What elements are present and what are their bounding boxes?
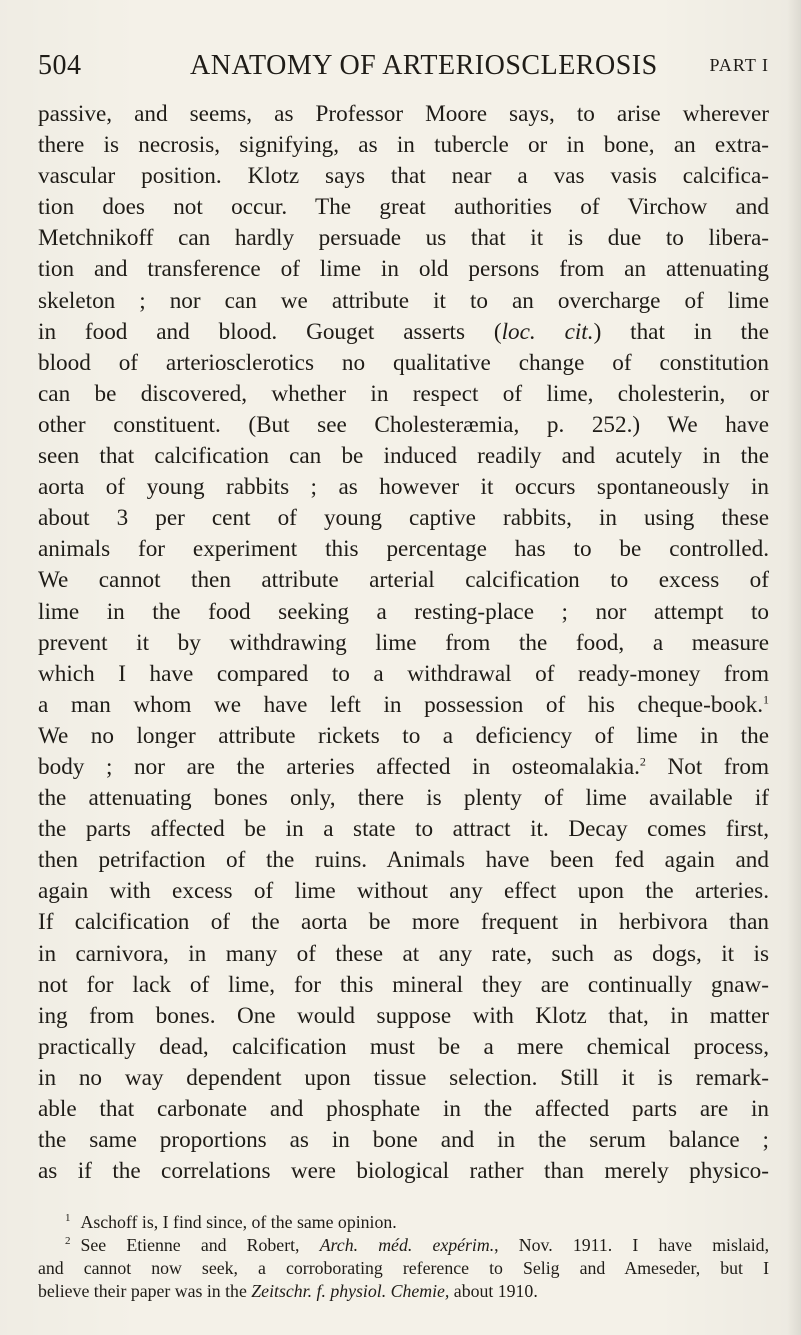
text-line: the attenuating bones only, there is plenty of lime available if	[38, 785, 769, 812]
text-line: the parts affected be in a state to attract it. Decay comes first,	[38, 816, 769, 843]
text-line: the same proportions as in bone and in the serum balance ;	[38, 1127, 769, 1154]
text-line: skeleton ; nor can we attribute it to an overcharge of lime	[38, 287, 769, 314]
footnote-2-line-1	[38, 1234, 769, 1257]
text-line: in no way dependent upon tissue selection. Still it is remark-	[38, 1064, 769, 1091]
text-line: ing from bones. One would suppose with Klotz that, in matter	[38, 1002, 769, 1029]
text-fragment: in food and blood. Gouget asserts (	[38, 318, 502, 345]
text-fragment: Not from	[645, 753, 769, 780]
text-line: blood of arteriosclerotics no qualitative change of constitution	[38, 349, 769, 376]
footnote-2-line-2: and cannot now seek, a corroborating reference to Selig and Ameseder, but I	[38, 1258, 769, 1278]
text-line: animals for experiment this percentage has to be controlled.	[38, 536, 769, 563]
text-line: We no longer attribute rickets to a deficiency of lime in the	[38, 722, 769, 749]
text-line: in carnivora, in many of these at any rate, such as dogs, it is	[38, 940, 769, 967]
text-line: vascular position. Klotz says that near a vas vasis calcifica-	[38, 163, 769, 190]
text-line: tion does not occur. The great authorities of Virchow and	[38, 194, 769, 221]
footnote-reference: 2	[639, 754, 646, 769]
text-line: passive, and seems, as Professor Moore says, to arise wherever	[38, 101, 769, 127]
text-line	[38, 690, 769, 721]
text-line: there is necrosis, signifying, as in tubercle or in bone, an extra-	[38, 132, 769, 159]
text-line	[38, 752, 769, 783]
italic-citation: loc. cit.	[501, 318, 594, 345]
footnote-text: See Etienne and Robert,	[80, 1235, 320, 1255]
text-line: which I have compared to a withdrawal of ready-money from	[38, 660, 769, 687]
text-line: can be discovered, whether in respect of lime, cholesterin, or	[38, 380, 769, 407]
text-line: again with excess of lime without any effect upon the arteries.	[38, 878, 769, 905]
footnote-marker: 2	[65, 1235, 71, 1248]
text-line: aorta of young rabbits ; as however it occurs spontaneously in	[38, 474, 769, 501]
footnotes	[38, 1211, 769, 1303]
text-fragment: a man whom we have left in possession of his cheque-book.	[38, 691, 763, 718]
italic-citation: Zeitschr. f. physiol. Chemie,	[251, 1281, 450, 1301]
footnote-text: about 1910.	[449, 1281, 538, 1301]
text-line: prevent it by withdrawing lime from the food, a measure	[38, 629, 769, 656]
footnote-marker: 1	[65, 1212, 71, 1225]
footnote-text: , Nov. 1911. I have mislaid,	[494, 1235, 770, 1255]
footnote-1	[38, 1211, 769, 1234]
text-line: other constituent. (But see Cholesteræmia, p. 252.) We have	[38, 411, 769, 438]
text-line: as if the correlations were biological rather than merely physico-	[38, 1158, 769, 1185]
text-line	[38, 317, 769, 348]
footnote-2-line-3	[38, 1280, 769, 1303]
italic-citation: Arch. méd. expérim.	[319, 1235, 495, 1255]
text-line: If calcification of the aorta be more frequent in herbivora than	[38, 909, 769, 936]
running-title: ANATOMY OF ARTERIOSCLEROSIS	[190, 50, 658, 81]
text-line: lime in the food seeking a resting-place ; nor attempt to	[38, 598, 769, 625]
text-line: We cannot then attribute arterial calcification to excess of	[38, 567, 769, 594]
text-line: Metchnikoff can hardly persuade us that it is due to libera-	[38, 225, 769, 252]
text-line: then petrifaction of the ruins. Animals have been fed again and	[38, 847, 769, 874]
part-label: PART I	[709, 55, 769, 75]
text-line: able that carbonate and phosphate in the affected parts are in	[38, 1096, 769, 1122]
footnote-text: Aschoff is, I find since, of the same opinion.	[80, 1212, 397, 1232]
footnote-text: believe their paper was in the	[38, 1281, 252, 1301]
running-header	[38, 50, 769, 90]
text-line: about 3 per cent of young captive rabbits, in using these	[38, 505, 769, 532]
text-fragment: body ; nor are the arteries affected in osteomalakia.	[38, 753, 640, 780]
text-line: tion and transference of lime in old persons from an attenuating	[38, 256, 769, 283]
main-text	[38, 99, 769, 1187]
text-line: seen that calcification can be induced readily and acutely in the	[38, 443, 769, 470]
text-line: practically dead, calcification must be a mere chemical process,	[38, 1033, 769, 1060]
footnote-reference: 1	[763, 692, 769, 707]
text-fragment: ) that in the	[593, 318, 769, 345]
text-line: not for lack of lime, for this mineral they are continually gnaw-	[38, 971, 769, 998]
page-number: 504	[38, 50, 82, 81]
